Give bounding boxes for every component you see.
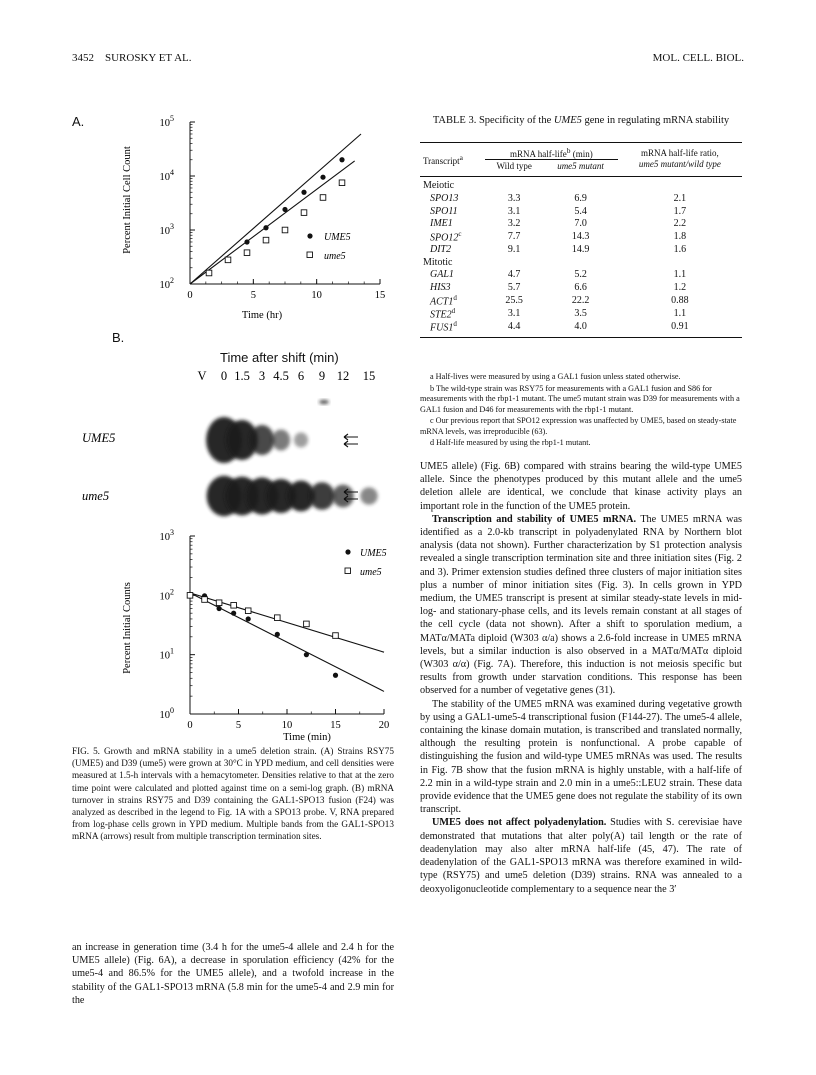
panel-a-ylabel: Percent Initial Cell Count [122,146,133,254]
legend-b-ume5-upper: UME5 [360,548,387,559]
plot-area [160,528,390,731]
wild-type-value: 7.7 [507,231,521,243]
x-tick-label: 20 [378,720,390,731]
mutant-value: 22.2 [571,294,590,306]
wild-type-value: 5.7 [507,281,521,293]
wild-type-value: 9.1 [507,244,521,256]
table-row [420,320,742,337]
col-header-wild-type: Wild type [496,161,532,172]
right-paragraph-2 [420,513,742,698]
mutant-value: 14.9 [571,244,590,256]
ratio-value: 1.1 [673,308,687,320]
row-label-ume5-wild-type: UME5 [82,431,116,445]
table-3-label: TABLE 3. [432,115,477,126]
wild-type-value: 4.4 [507,321,521,333]
table-row [420,192,742,205]
footnote-d: d Half-life measured by using the rbp1-1 mutant. [430,438,591,447]
col-header-mutant: ume5 mutant [557,161,604,172]
data-point [282,207,287,212]
data-point [245,608,251,614]
series-ume5-wild-type [187,593,338,678]
ratio-value: 1.2 [673,281,687,293]
ratio-value: 0.91 [671,321,689,333]
right-paragraph-4-body: Studies with S. cerevisiae have demonstrated that mutations that alter poly(A) tail length or the rate of deadenylation may also alter mRNA half-life (45, 47). The rate of deadenylation of the GAL1-SPO13 mRNA was therefore examined in wild-type (RSY75) and ume5 deletion (D39) strains. RNA was annealed to a deoxyoligonucleotide complementary to a sequence near the 3′ [420,817,742,895]
data-point [304,621,310,627]
panel-b-ylabel: Percent Initial Counts [122,582,133,674]
right-paragraph-1: UME5 allele) (Fig. 6B) compared with strains bearing the wild-type UME5 allele. Since the phenotypes produced by this mutant allele and the ume5 deletion allele are identical, we conclude that kinase activity plays an important role in the function of the UME5 protein. [420,461,742,512]
col-halflife-unit: (min) [572,149,593,159]
lane-label: 15 [362,369,376,383]
data-point [333,633,339,639]
mutant-value: 4.0 [574,321,587,333]
data-point [244,250,250,256]
ratio-value: 1.8 [673,231,687,243]
table-3-title [420,114,742,127]
data-point [304,652,309,657]
col-header-ratio [618,143,742,177]
wild-type-value: 3.1 [507,308,521,320]
section-heading-polyadenylation: UME5 does not affect polyadenylation. [432,817,607,829]
data-point [282,227,288,233]
transcript-name: FUS1$^d$ [430,320,457,334]
ratio-value: 0.88 [671,294,689,306]
lane-label: 1.5 [234,369,250,383]
lane-label: 0 [220,369,228,383]
data-point [225,257,231,263]
transcript-name: STE2$^d$ [430,307,456,321]
transcript-name: GAL1 [430,269,454,281]
mutant-value: 7.0 [574,218,587,230]
table-row [420,205,742,218]
legend-ume5-upper: UME5 [324,232,351,243]
legend-filled-circle-marker [345,549,350,554]
table-row [420,230,742,243]
col-header-transcript: Transcript$^a$ [423,152,464,166]
legend-filled-circle-marker [307,233,312,238]
lane-label: 3 [258,369,266,383]
x-tick-label: 10 [281,720,293,731]
table-3 [420,142,742,338]
ratio-value: 2.1 [673,192,687,204]
table-row [420,217,742,230]
x-tick-label: 5 [235,720,242,731]
y-tick-label: $10^3$ [159,528,174,543]
transcript-name: HIS3 [430,281,451,293]
legend-open-square-marker [307,252,313,258]
data-point [339,180,345,186]
panel-b-chart [112,528,402,746]
wild-type-value: 25.5 [505,294,523,306]
panel-a-chart [112,108,402,328]
data-point [339,157,344,162]
data-point [217,606,222,611]
blot-band [309,482,334,510]
x-tick-label: 15 [374,290,386,301]
lane-label: 9 [318,369,326,383]
right-column-text [420,460,742,896]
transcript-name: SPO13 [430,192,459,204]
wild-type-value: 3.3 [507,192,521,204]
panel-a-xlabel: Time (hr) [241,310,283,321]
page-header-left [72,52,192,64]
mutant-value: 6.9 [574,192,587,204]
mutant-value: 5.2 [574,269,587,281]
mutant-value: 6.6 [574,281,587,293]
legend-b-ume5-lower: ume5 [360,567,382,578]
col-transcript-text: Transcript [423,155,460,166]
data-point [263,225,268,230]
blot-band [332,485,354,508]
section-name: Meiotic [423,180,455,192]
legend-ume5-lower: ume5 [324,251,346,262]
transcript-name: IME1 [430,218,453,230]
x-tick-label: 0 [187,720,193,731]
left-column-text [72,941,394,1007]
transcript-name: SPO11 [430,205,458,217]
running-authors: SUROSKY ET AL. [105,52,192,64]
table-3-title-rest: gene in regulating mRNA stability [584,115,730,126]
data-point [333,673,338,678]
northern-blot [72,366,402,526]
data-point [275,615,281,621]
panel-a-label: A. [72,114,85,129]
blot-band [272,430,290,451]
lane-label: 4.5 [273,369,289,383]
col-ratio-line2: ume5 mutant/wild type [638,159,721,170]
data-point [301,210,307,216]
mutant-value: 5.4 [574,205,587,217]
data-point [231,611,236,616]
panel-b-xlabel: Time (min) [283,732,331,743]
table-row [420,294,742,307]
x-tick-label: 5 [250,290,256,301]
data-point [231,602,237,608]
data-point [187,593,193,599]
band-arrows-upper [344,434,358,447]
plot-area [160,114,386,301]
left-paragraph-1: an increase in generation time (3.4 h for the ume5-4 allele and 2.4 h for the UME5 allele) (Fig. 6A), a decrease in sporulation efficiency (42% for the ume5-4 and 86.5% for the UME5 allele), and a twofold increase in the stability of the GAL1-SPO13 mRNA (5.8 min for the ume5-4 and 2.9 min for the [72,942,394,1006]
blot-band [294,433,308,448]
blot-band [360,487,377,504]
lane-label: V [197,369,207,383]
regression-line [190,161,355,284]
arrow-left-icon [344,441,358,447]
panel-b-label: B. [112,330,125,345]
col-ratio-line1: mRNA half-life ratio, [641,148,719,159]
transcript-name: ACT1$^d$ [430,293,457,307]
wild-type-value: 4.7 [507,269,521,281]
data-point [320,195,326,201]
data-point [263,237,269,243]
footnote-b: b The wild-type strain was RSY75 for measurements with a GAL1 fusion and S86 for measurements with the rbp1-1 mutant. The ume5 mutant strain was D39 for measurements with a GAL1 fusion and D46 for measurements with the rbp1-1 mutant. [420,383,740,414]
blot-title: Time after shift (min) [220,350,339,365]
lane-label: 12 [336,369,350,383]
page-number: 3452 [72,52,94,64]
mutant-value: 3.5 [574,308,587,320]
y-tick-label: $10^0$ [159,706,174,721]
y-tick-label: $10^2$ [159,276,174,291]
y-tick-label: $10^2$ [159,587,174,603]
blot-band [250,425,275,455]
mutant-value: 14.3 [571,231,590,243]
table-row [420,281,742,294]
ratio-value: 1.1 [673,269,687,281]
blot-spot [319,400,329,404]
table-3-title-gene: UME5 [553,115,582,126]
data-point [320,175,325,180]
data-point [301,190,306,195]
section-heading-transcription: Transcription and stability of UME5 mRNA. [432,513,637,525]
transcript-name: SPO12$^c$ [430,229,462,244]
right-paragraph-2-body: The UME5 mRNA was identified as a 2.0-kb transcript in polyadenylated RNA by Northern blot analysis (data not shown). Further characterization by S1 protection analysis revealed a single transcription termination site and three initiation sites (Fig. 2 and 3). Primer extension studies defined three clusters of major initiation sites plus a number of minor initiation sites (Fig. 3). In cells grown in YPD medium, the UME5 transcript is present at similar steady-state levels in mid-log- and stationary-phase cells, and its levels remain constant at all stages of the cell cycle (data not shown). After a shift to sporulation medium, a MATα/MATa diploid (W303 α/a) shows a 2.6-fold increase in UME5 mRNA levels, but a similar induction is also observed in a MATα/MATα diploid (W303 α/α) (Fig. 7A). Therefore, this induction is not meiosis specific but results from growth under starvation conditions. This response has been observed for a number of vegetative genes (31). [420,513,742,697]
col-header-half-life: mRNA half-life$^b$ (min) [485,143,618,160]
row-label-ume5-mutant: ume5 [82,489,110,503]
x-tick-label: 10 [311,290,322,301]
ratio-value: 2.2 [673,218,687,230]
ratio-value: 1.6 [673,244,687,256]
right-paragraph-3: The stability of the UME5 mRNA was examined during vegetative growth by using a GAL1-ume5-4 transcriptional fusion (F144-27). The ume5-4 allele, containing the kinase domain mutation, is transcribed and translated normally, although the resulting protein is nonfunctional. A probe capable of distinguishing the fusion and wild-type UME5 mRNAs was used. The results in Fig. 7B show that the fusion mRNA is highly unstable, with a half-life of 2.2 min in a wild-type strain and 2.0 min in a ume5::LEU2 strain. These data provide evidence that the UME5 gene does not regulate the stability of its own transcript. [420,698,742,816]
journal-name: MOL. CELL. BIOL. [652,52,744,64]
table-section-row [420,176,742,192]
footnote-a: a Half-lives were measured by using a GAL1 fusion unless stated otherwise. [430,372,681,381]
table-3-footnotes [420,372,742,450]
data-point [202,597,208,603]
x-tick-label: 0 [187,290,193,301]
y-tick-label: $10^3$ [159,222,174,237]
y-tick-label: $10^5$ [159,114,174,129]
table-row [420,307,742,320]
data-point [275,632,280,637]
y-tick-label: $10^1$ [159,646,174,662]
data-point [246,616,251,621]
right-paragraph-4 [420,816,742,895]
x-tick-label: 15 [330,720,341,731]
table-row [420,268,742,281]
figure-5 [72,108,402,743]
arrow-left-icon [344,434,358,440]
col-halflife-text: mRNA half-life [509,149,567,159]
caption-text: FIG. 5. Growth and mRNA stability in a ume5 deletion strain. (A) Strains RSY75 (UME5) and D39 (ume5) were grown at 30°C in YPD medium, and cell densities were measured at 1.5-h intervals with a hemacytometer. Densities relative to that at the zero time point were calculated and plotted against time on a semi-log graph. (B) mRNA turnover in strains RSY75 and D39 containing the GAL1-SPO13 fusion (F24) was analyzed as described in the legend to Fig. 1A with a SPO13 probe. V, RNA prepared from log-phase cells grown in YPD medium. Multiple bands from the GAL1-SPO13 mRNA (arrows) result from multiple transcription termination sites. [72,746,394,842]
data-point [244,239,249,244]
ratio-value: 1.7 [673,205,687,217]
transcript-name: DIT2 [430,244,452,256]
wild-type-value: 3.1 [507,205,521,217]
wild-type-value: 3.2 [507,218,521,230]
table-row [420,243,742,256]
lane-label: 6 [297,369,305,383]
legend-open-square-marker [345,568,351,574]
y-tick-label: $10^4$ [159,168,174,183]
footnote-c: c Our previous report that SPO12 expression was unaffected by UME5, based on steady-state mRNA levels, was irreproducible (63). [420,416,737,436]
figure-5-caption [72,745,394,843]
table-3-title-text: Specificity of the [478,115,552,126]
data-point [206,270,212,276]
data-point [216,600,222,606]
table-section-row [420,256,742,269]
section-name: Mitotic [423,256,453,268]
